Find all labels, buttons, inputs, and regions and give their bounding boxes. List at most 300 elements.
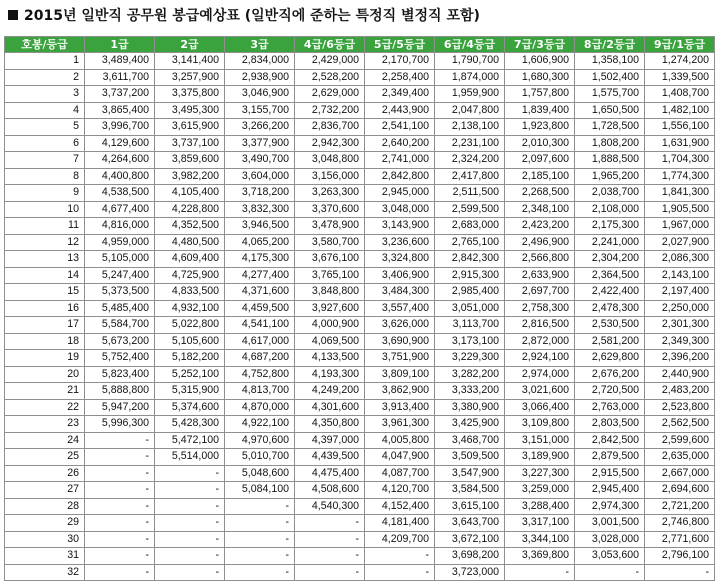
- salary-cell: 2,985,400: [435, 284, 505, 301]
- salary-cell: 2,027,900: [645, 234, 715, 251]
- salary-cell: 4,400,800: [85, 168, 155, 185]
- salary-cell: 4,069,500: [295, 333, 365, 350]
- salary-cell: 3,266,200: [225, 119, 295, 136]
- salary-cell: -: [85, 482, 155, 499]
- salary-cell: 3,737,100: [155, 135, 225, 152]
- salary-cell: 3,547,900: [435, 465, 505, 482]
- salary-cell: 1,408,700: [645, 86, 715, 103]
- table-row: [5, 498, 715, 515]
- table-row: [5, 465, 715, 482]
- salary-cell: 2,250,000: [645, 300, 715, 317]
- title-text: 2015년 일반직 공무원 봉급예상표 (일반직에 준하는 특정직 별정직 포함): [24, 8, 480, 24]
- salary-cell: 3,996,700: [85, 119, 155, 136]
- salary-cell: 2,440,900: [645, 366, 715, 383]
- salary-cell: 2,765,100: [435, 234, 505, 251]
- salary-cell: 5,010,700: [225, 449, 295, 466]
- salary-cell: -: [85, 498, 155, 515]
- salary-cell: 5,182,200: [155, 350, 225, 367]
- salary-cell: -: [295, 515, 365, 532]
- salary-cell: 4,181,400: [365, 515, 435, 532]
- salary-cell: 3,484,300: [365, 284, 435, 301]
- salary-cell: 3,028,000: [575, 531, 645, 548]
- table-row: [5, 168, 715, 185]
- salary-cell: -: [155, 465, 225, 482]
- salary-cell: 2,721,200: [645, 498, 715, 515]
- salary-cell: 3,626,000: [365, 317, 435, 334]
- table-row: [5, 564, 715, 581]
- salary-cell: 2,429,000: [295, 53, 365, 70]
- table-row: [5, 267, 715, 284]
- salary-cell: 4,833,500: [155, 284, 225, 301]
- salary-cell: 2,581,200: [575, 333, 645, 350]
- table-row: [5, 432, 715, 449]
- step-cell: 15: [5, 284, 85, 301]
- table-row: [5, 317, 715, 334]
- salary-cell: 3,672,100: [435, 531, 505, 548]
- salary-cell: -: [225, 564, 295, 581]
- table-body: [5, 53, 715, 581]
- salary-cell: 2,629,000: [295, 86, 365, 103]
- salary-cell: 3,425,900: [435, 416, 505, 433]
- salary-cell: 2,746,800: [645, 515, 715, 532]
- table-row: [5, 53, 715, 70]
- salary-cell: 3,495,300: [155, 102, 225, 119]
- salary-cell: 1,808,200: [575, 135, 645, 152]
- salary-cell: 2,268,500: [505, 185, 575, 202]
- step-cell: 26: [5, 465, 85, 482]
- salary-cell: -: [645, 564, 715, 581]
- salary-cell: 3,317,100: [505, 515, 575, 532]
- salary-cell: 1,888,500: [575, 152, 645, 169]
- table-row: [5, 119, 715, 136]
- salary-cell: 2,443,900: [365, 102, 435, 119]
- salary-cell: 2,640,200: [365, 135, 435, 152]
- salary-cell: 4,932,100: [155, 300, 225, 317]
- salary-cell: -: [85, 449, 155, 466]
- salary-cell: 3,406,900: [365, 267, 435, 284]
- salary-cell: 3,155,700: [225, 102, 295, 119]
- salary-cell: 3,961,300: [365, 416, 435, 433]
- table-row: [5, 201, 715, 218]
- salary-cell: 3,615,100: [435, 498, 505, 515]
- salary-cell: 3,690,900: [365, 333, 435, 350]
- salary-cell: 2,304,200: [575, 251, 645, 268]
- salary-cell: 2,241,000: [575, 234, 645, 251]
- square-bullet-icon: [8, 10, 18, 20]
- salary-cell: 5,315,900: [155, 383, 225, 400]
- salary-cell: 2,816,500: [505, 317, 575, 334]
- salary-cell: 4,541,100: [225, 317, 295, 334]
- salary-cell: 3,478,900: [295, 218, 365, 235]
- step-cell: 24: [5, 432, 85, 449]
- salary-cell: 2,635,000: [645, 449, 715, 466]
- salary-cell: -: [155, 548, 225, 565]
- table-row: [5, 218, 715, 235]
- salary-cell: 5,888,800: [85, 383, 155, 400]
- salary-cell: -: [85, 515, 155, 532]
- salary-cell: -: [575, 564, 645, 581]
- salary-cell: 3,490,700: [225, 152, 295, 169]
- step-cell: 12: [5, 234, 85, 251]
- salary-cell: 2,683,000: [435, 218, 505, 235]
- salary-cell: 2,170,700: [365, 53, 435, 70]
- salary-cell: -: [85, 465, 155, 482]
- salary-cell: 5,022,800: [155, 317, 225, 334]
- step-cell: 2: [5, 69, 85, 86]
- salary-cell: 4,193,300: [295, 366, 365, 383]
- table-row: [5, 399, 715, 416]
- salary-cell: 3,227,300: [505, 465, 575, 482]
- salary-cell: 2,301,300: [645, 317, 715, 334]
- salary-cell: 2,528,200: [295, 69, 365, 86]
- salary-cell: 2,741,000: [365, 152, 435, 169]
- column-header: 8급/2등급: [575, 37, 645, 53]
- table-row: [5, 531, 715, 548]
- salary-cell: 3,765,100: [295, 267, 365, 284]
- salary-cell: 2,945,400: [575, 482, 645, 499]
- salary-cell: 1,502,400: [575, 69, 645, 86]
- salary-cell: 3,051,000: [435, 300, 505, 317]
- salary-cell: 3,143,900: [365, 218, 435, 235]
- salary-cell: 4,725,900: [155, 267, 225, 284]
- salary-cell: 1,967,000: [645, 218, 715, 235]
- salary-cell: 5,048,600: [225, 465, 295, 482]
- salary-cell: 1,905,500: [645, 201, 715, 218]
- salary-cell: 3,604,000: [225, 168, 295, 185]
- table-row: [5, 300, 715, 317]
- step-cell: 7: [5, 152, 85, 169]
- salary-cell: -: [225, 498, 295, 515]
- salary-cell: 4,813,700: [225, 383, 295, 400]
- salary-cell: 3,380,900: [435, 399, 505, 416]
- salary-cell: 2,915,300: [435, 267, 505, 284]
- salary-cell: 5,252,100: [155, 366, 225, 383]
- salary-cell: 1,274,200: [645, 53, 715, 70]
- salary-cell: 4,617,000: [225, 333, 295, 350]
- salary-cell: 1,606,900: [505, 53, 575, 70]
- salary-cell: 4,264,600: [85, 152, 155, 169]
- salary-cell: 2,697,700: [505, 284, 575, 301]
- salary-cell: 3,109,800: [505, 416, 575, 433]
- salary-cell: 2,478,300: [575, 300, 645, 317]
- table-row: [5, 135, 715, 152]
- salary-cell: 1,728,500: [575, 119, 645, 136]
- salary-cell: 4,508,600: [295, 482, 365, 499]
- salary-cell: 2,496,900: [505, 234, 575, 251]
- salary-cell: 3,509,500: [435, 449, 505, 466]
- salary-cell: -: [155, 498, 225, 515]
- salary-cell: 5,374,600: [155, 399, 225, 416]
- salary-cell: 4,087,700: [365, 465, 435, 482]
- step-cell: 16: [5, 300, 85, 317]
- salary-cell: 4,209,700: [365, 531, 435, 548]
- column-header: 3급: [225, 37, 295, 53]
- salary-cell: 2,038,700: [575, 185, 645, 202]
- salary-cell: 1,650,500: [575, 102, 645, 119]
- salary-cell: -: [505, 564, 575, 581]
- salary-cell: 3,927,600: [295, 300, 365, 317]
- step-cell: 22: [5, 399, 85, 416]
- salary-cell: 3,737,200: [85, 86, 155, 103]
- salary-cell: 1,680,300: [505, 69, 575, 86]
- salary-cell: 3,865,400: [85, 102, 155, 119]
- salary-cell: 3,615,900: [155, 119, 225, 136]
- salary-cell: 1,841,300: [645, 185, 715, 202]
- step-cell: 5: [5, 119, 85, 136]
- column-header: 6급/4등급: [435, 37, 505, 53]
- salary-cell: 2,667,000: [645, 465, 715, 482]
- salary-cell: 4,065,200: [225, 234, 295, 251]
- salary-cell: 2,694,600: [645, 482, 715, 499]
- step-cell: 21: [5, 383, 85, 400]
- salary-cell: 3,862,900: [365, 383, 435, 400]
- salary-cell: 3,173,100: [435, 333, 505, 350]
- salary-cell: 1,575,700: [575, 86, 645, 103]
- table-row: [5, 449, 715, 466]
- salary-cell: -: [365, 564, 435, 581]
- salary-cell: 3,982,200: [155, 168, 225, 185]
- column-header: 2급: [155, 37, 225, 53]
- salary-cell: -: [155, 564, 225, 581]
- salary-cell: -: [225, 515, 295, 532]
- salary-cell: 3,113,700: [435, 317, 505, 334]
- step-cell: 19: [5, 350, 85, 367]
- salary-cell: 2,523,800: [645, 399, 715, 416]
- salary-cell: 3,001,500: [575, 515, 645, 532]
- salary-cell: 1,774,300: [645, 168, 715, 185]
- table-row: [5, 482, 715, 499]
- salary-cell: 2,599,500: [435, 201, 505, 218]
- salary-cell: 4,540,300: [295, 498, 365, 515]
- salary-cell: 3,229,300: [435, 350, 505, 367]
- step-cell: 13: [5, 251, 85, 268]
- salary-cell: 4,752,800: [225, 366, 295, 383]
- salary-cell: 4,129,600: [85, 135, 155, 152]
- salary-cell: 2,349,300: [645, 333, 715, 350]
- step-cell: 30: [5, 531, 85, 548]
- table-row: [5, 86, 715, 103]
- salary-cell: 2,108,000: [575, 201, 645, 218]
- salary-cell: 3,643,700: [435, 515, 505, 532]
- salary-cell: 2,758,300: [505, 300, 575, 317]
- column-header: 4급/6등급: [295, 37, 365, 53]
- table-row: [5, 152, 715, 169]
- salary-cell: 1,874,000: [435, 69, 505, 86]
- step-cell: 29: [5, 515, 85, 532]
- salary-cell: 4,371,600: [225, 284, 295, 301]
- salary-cell: 4,228,800: [155, 201, 225, 218]
- step-cell: 28: [5, 498, 85, 515]
- salary-cell: 3,718,200: [225, 185, 295, 202]
- salary-cell: -: [85, 548, 155, 565]
- salary-cell: 2,842,300: [435, 251, 505, 268]
- salary-cell: 2,175,300: [575, 218, 645, 235]
- salary-cell: 5,428,300: [155, 416, 225, 433]
- salary-cell: 2,231,100: [435, 135, 505, 152]
- salary-cell: 3,156,000: [295, 168, 365, 185]
- salary-cell: 3,946,500: [225, 218, 295, 235]
- salary-cell: 4,105,400: [155, 185, 225, 202]
- salary-cell: 4,005,800: [365, 432, 435, 449]
- salary-cell: 1,631,900: [645, 135, 715, 152]
- step-cell: 14: [5, 267, 85, 284]
- step-cell: 10: [5, 201, 85, 218]
- salary-cell: 1,358,100: [575, 53, 645, 70]
- salary-cell: 4,175,300: [225, 251, 295, 268]
- salary-cell: 4,277,400: [225, 267, 295, 284]
- salary-cell: -: [85, 531, 155, 548]
- step-cell: 20: [5, 366, 85, 383]
- salary-cell: 3,468,700: [435, 432, 505, 449]
- salary-cell: 5,247,400: [85, 267, 155, 284]
- salary-cell: 2,633,900: [505, 267, 575, 284]
- salary-cell: 3,859,600: [155, 152, 225, 169]
- table-row: [5, 366, 715, 383]
- salary-cell: 2,915,500: [575, 465, 645, 482]
- table-row: [5, 185, 715, 202]
- salary-cell: 2,349,400: [365, 86, 435, 103]
- salary-cell: 2,566,800: [505, 251, 575, 268]
- salary-cell: 2,942,300: [295, 135, 365, 152]
- salary-cell: 3,288,400: [505, 498, 575, 515]
- salary-cell: -: [295, 564, 365, 581]
- salary-cell: 2,364,500: [575, 267, 645, 284]
- salary-cell: -: [225, 548, 295, 565]
- salary-cell: 5,514,000: [155, 449, 225, 466]
- salary-table: [4, 36, 715, 581]
- table-row: [5, 69, 715, 86]
- step-cell: 27: [5, 482, 85, 499]
- salary-cell: 1,959,900: [435, 86, 505, 103]
- salary-cell: 2,945,000: [365, 185, 435, 202]
- salary-cell: 2,258,400: [365, 69, 435, 86]
- salary-cell: 3,259,000: [505, 482, 575, 499]
- salary-cell: 3,066,400: [505, 399, 575, 416]
- salary-cell: 3,263,300: [295, 185, 365, 202]
- salary-cell: 5,105,600: [155, 333, 225, 350]
- salary-cell: 2,732,200: [295, 102, 365, 119]
- salary-cell: 4,922,100: [225, 416, 295, 433]
- salary-cell: -: [155, 531, 225, 548]
- salary-cell: 2,483,200: [645, 383, 715, 400]
- salary-cell: 3,557,400: [365, 300, 435, 317]
- salary-cell: 3,832,300: [225, 201, 295, 218]
- salary-cell: 5,084,100: [225, 482, 295, 499]
- salary-cell: 1,704,300: [645, 152, 715, 169]
- salary-cell: 4,047,900: [365, 449, 435, 466]
- column-header: 5급/5등급: [365, 37, 435, 53]
- salary-cell: 3,848,800: [295, 284, 365, 301]
- salary-cell: 1,482,100: [645, 102, 715, 119]
- salary-cell: 3,611,700: [85, 69, 155, 86]
- document-title: [8, 4, 480, 26]
- salary-cell: 3,676,100: [295, 251, 365, 268]
- table-row: [5, 548, 715, 565]
- step-cell: 8: [5, 168, 85, 185]
- column-header: 7급/3등급: [505, 37, 575, 53]
- column-header: 9급/1등급: [645, 37, 715, 53]
- step-cell: 4: [5, 102, 85, 119]
- step-cell: 9: [5, 185, 85, 202]
- salary-cell: 3,751,900: [365, 350, 435, 367]
- salary-cell: 3,053,600: [575, 548, 645, 565]
- table-row: [5, 102, 715, 119]
- table-row: [5, 333, 715, 350]
- salary-cell: 2,974,300: [575, 498, 645, 515]
- salary-cell: 2,530,500: [575, 317, 645, 334]
- step-cell: 31: [5, 548, 85, 565]
- salary-cell: 5,947,200: [85, 399, 155, 416]
- salary-cell: 3,809,100: [365, 366, 435, 383]
- salary-cell: 3,913,400: [365, 399, 435, 416]
- salary-cell: 4,350,800: [295, 416, 365, 433]
- step-cell: 18: [5, 333, 85, 350]
- salary-cell: 3,698,200: [435, 548, 505, 565]
- salary-cell: 3,048,800: [295, 152, 365, 169]
- salary-cell: 4,480,500: [155, 234, 225, 251]
- salary-cell: 2,197,400: [645, 284, 715, 301]
- salary-cell: 5,584,700: [85, 317, 155, 334]
- salary-cell: 3,282,200: [435, 366, 505, 383]
- salary-cell: 3,369,800: [505, 548, 575, 565]
- step-cell: 11: [5, 218, 85, 235]
- salary-cell: -: [295, 531, 365, 548]
- salary-cell: 1,965,200: [575, 168, 645, 185]
- salary-cell: 4,870,000: [225, 399, 295, 416]
- salary-cell: 2,010,300: [505, 135, 575, 152]
- salary-cell: 4,439,500: [295, 449, 365, 466]
- salary-cell: 2,599,600: [645, 432, 715, 449]
- salary-cell: 4,959,000: [85, 234, 155, 251]
- salary-cell: 4,120,700: [365, 482, 435, 499]
- salary-cell: -: [85, 432, 155, 449]
- salary-cell: 3,189,900: [505, 449, 575, 466]
- salary-cell: 3,141,400: [155, 53, 225, 70]
- salary-cell: 1,757,800: [505, 86, 575, 103]
- salary-cell: -: [225, 531, 295, 548]
- step-cell: 32: [5, 564, 85, 581]
- salary-cell: 1,790,700: [435, 53, 505, 70]
- salary-cell: 1,839,400: [505, 102, 575, 119]
- salary-cell: 3,236,600: [365, 234, 435, 251]
- table-row: [5, 350, 715, 367]
- salary-cell: 2,974,000: [505, 366, 575, 383]
- salary-cell: 4,677,400: [85, 201, 155, 218]
- salary-cell: 2,629,800: [575, 350, 645, 367]
- step-cell: 6: [5, 135, 85, 152]
- salary-cell: 3,257,900: [155, 69, 225, 86]
- salary-cell: 4,249,200: [295, 383, 365, 400]
- salary-cell: -: [85, 564, 155, 581]
- salary-cell: 2,763,000: [575, 399, 645, 416]
- salary-cell: 2,417,800: [435, 168, 505, 185]
- salary-cell: 1,923,800: [505, 119, 575, 136]
- salary-cell: 1,556,100: [645, 119, 715, 136]
- salary-cell: 4,687,200: [225, 350, 295, 367]
- salary-cell: 4,352,500: [155, 218, 225, 235]
- salary-cell: 4,609,400: [155, 251, 225, 268]
- salary-cell: 2,938,900: [225, 69, 295, 86]
- salary-cell: 2,796,100: [645, 548, 715, 565]
- salary-cell: 2,562,500: [645, 416, 715, 433]
- step-cell: 25: [5, 449, 85, 466]
- salary-cell: 4,816,000: [85, 218, 155, 235]
- salary-cell: 1,339,500: [645, 69, 715, 86]
- salary-cell: 3,375,800: [155, 86, 225, 103]
- table-row: [5, 416, 715, 433]
- salary-cell: 4,397,000: [295, 432, 365, 449]
- salary-cell: 3,723,000: [435, 564, 505, 581]
